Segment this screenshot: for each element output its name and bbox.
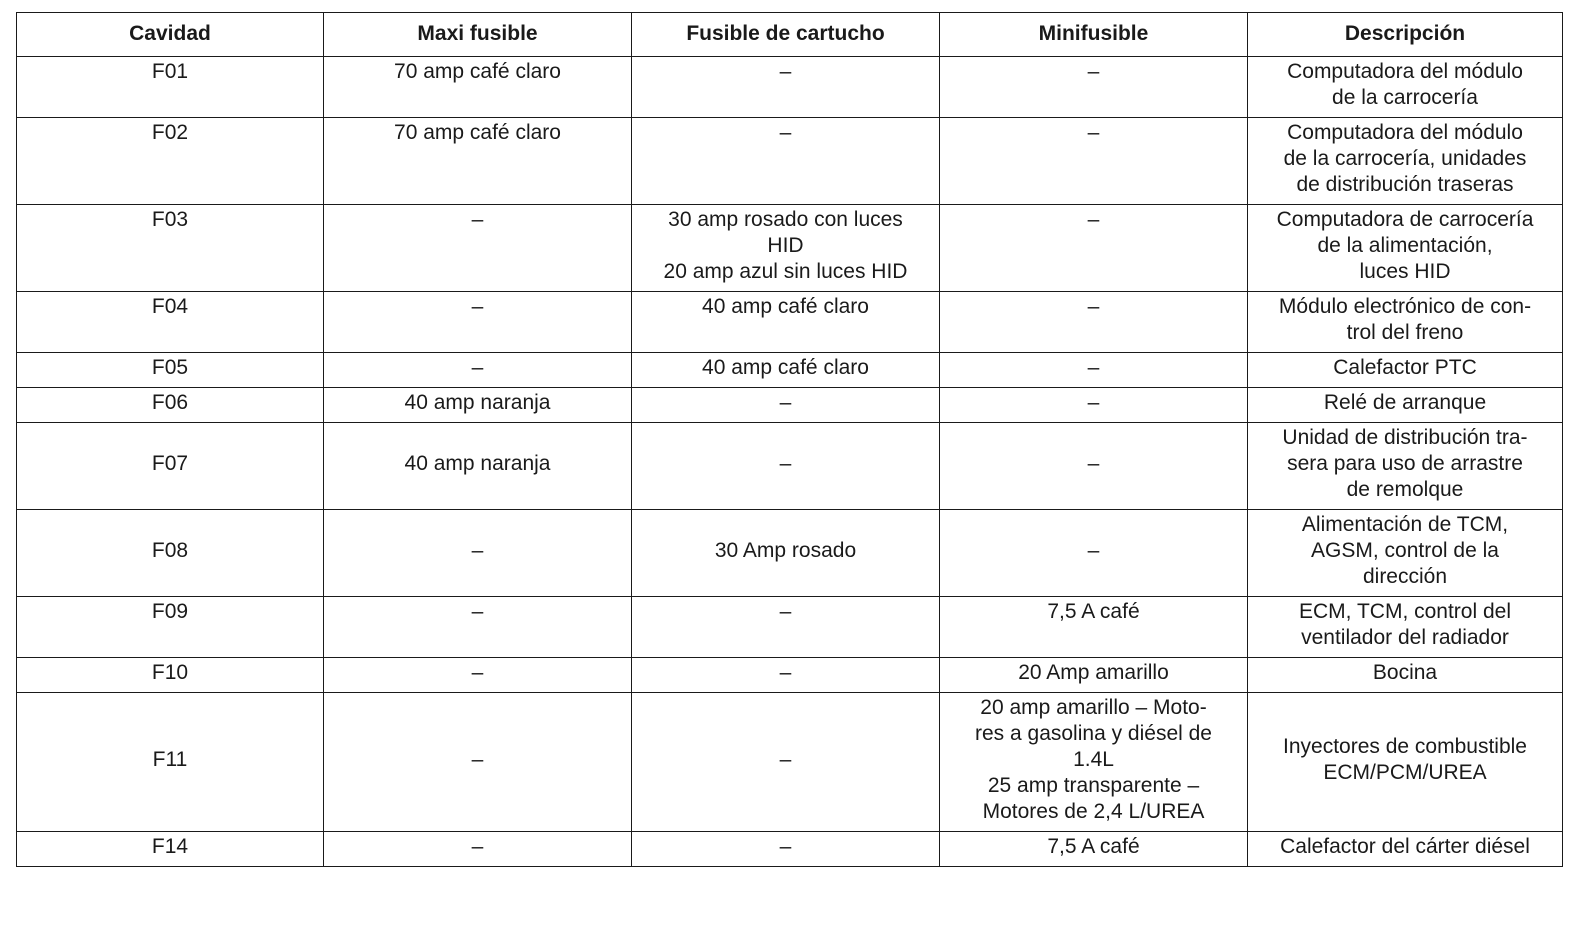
- cell-text-line: Unidad de distribución tra-: [1282, 426, 1528, 449]
- header-descripcion: Descripción: [1248, 13, 1563, 57]
- cell-text-line: de la carrocería, unidades: [1283, 147, 1527, 170]
- cell-text-line: –: [1087, 452, 1100, 475]
- cell-text-line: –: [779, 661, 792, 684]
- cell-text-line: F02: [151, 121, 189, 144]
- cell-fusible-cartucho: [632, 510, 940, 597]
- cell-text-line: –: [471, 539, 484, 562]
- cell-cavidad: [17, 388, 324, 423]
- cell-minifusible: [940, 292, 1248, 353]
- cell-fusible-cartucho: [632, 658, 940, 693]
- cell-text-line: –: [1087, 60, 1100, 83]
- cell-text-line: –: [779, 391, 792, 414]
- cell-text-line: –: [779, 452, 792, 475]
- header-minifusible: Minifusible: [940, 13, 1248, 57]
- cell-descripcion: [1248, 57, 1563, 118]
- cell-text-line: 30 Amp rosado: [714, 539, 857, 562]
- cell-fusible-cartucho: [632, 292, 940, 353]
- cell-text-line: F01: [151, 60, 189, 83]
- cell-descripcion: [1248, 693, 1563, 832]
- cell-text-line: –: [1087, 208, 1100, 231]
- cell-text-line: 40 amp café claro: [702, 356, 869, 379]
- cell-text-line: AGSM, control de la: [1311, 539, 1499, 562]
- cell-text-line: 40 amp café claro: [702, 295, 869, 318]
- cell-text-line: –: [1087, 295, 1100, 318]
- table-row: [17, 510, 1563, 597]
- cell-text-line: –: [471, 835, 484, 858]
- cell-minifusible: [940, 510, 1248, 597]
- cell-text-line: 40 amp naranja: [404, 452, 551, 475]
- cell-text-line: 7,5 A café: [1047, 600, 1140, 623]
- cell-minifusible: [940, 205, 1248, 292]
- table-row: [17, 658, 1563, 693]
- cell-text-line: –: [471, 208, 484, 231]
- table-row: [17, 832, 1563, 867]
- cell-text-line: luces HID: [1359, 260, 1451, 283]
- cell-minifusible: [940, 832, 1248, 867]
- cell-fusible-cartucho: [632, 57, 940, 118]
- cell-text-line: Alimentación de TCM,: [1301, 513, 1509, 536]
- cell-text-line: 20 Amp amarillo: [1018, 661, 1169, 684]
- cell-text-line: 70 amp café claro: [394, 60, 561, 83]
- cell-text-line: Computadora de carrocería: [1276, 208, 1534, 231]
- cell-maxi-fusible: [324, 832, 632, 867]
- cell-text-line: –: [779, 748, 792, 771]
- cell-text-line: 20 amp azul sin luces HID: [663, 260, 908, 283]
- cell-maxi-fusible: [324, 57, 632, 118]
- cell-text-line: F07: [151, 452, 189, 475]
- cell-descripcion: [1248, 118, 1563, 205]
- cell-maxi-fusible: [324, 658, 632, 693]
- cell-text-line: F05: [151, 356, 189, 379]
- cell-minifusible: [940, 118, 1248, 205]
- cell-fusible-cartucho: [632, 353, 940, 388]
- cell-text-line: –: [1087, 539, 1100, 562]
- cell-text-line: Computadora del módulo: [1287, 121, 1523, 144]
- cell-text-line: 25 amp transparente –: [987, 774, 1200, 797]
- cell-descripcion: [1248, 353, 1563, 388]
- header-fusible-cartucho: Fusible de cartucho: [632, 13, 940, 57]
- cell-maxi-fusible: [324, 292, 632, 353]
- cell-text-line: Motores de 2,4 L/UREA: [982, 800, 1205, 823]
- cell-cavidad: [17, 353, 324, 388]
- cell-descripcion: [1248, 510, 1563, 597]
- cell-text-line: –: [471, 356, 484, 379]
- table-row: [17, 118, 1563, 205]
- cell-text-line: 7,5 A café: [1047, 835, 1140, 858]
- cell-fusible-cartucho: [632, 832, 940, 867]
- cell-fusible-cartucho: [632, 693, 940, 832]
- table-row: [17, 388, 1563, 423]
- cell-maxi-fusible: [324, 118, 632, 205]
- cell-cavidad: [17, 205, 324, 292]
- cell-cavidad: [17, 597, 324, 658]
- cell-text-line: F04: [151, 295, 189, 318]
- cell-text-line: Inyectores de combustible: [1283, 735, 1527, 758]
- cell-text-line: –: [471, 295, 484, 318]
- cell-text-line: –: [779, 60, 792, 83]
- cell-fusible-cartucho: [632, 205, 940, 292]
- cell-descripcion: [1248, 597, 1563, 658]
- table-row: [17, 205, 1563, 292]
- cell-text-line: F14: [151, 835, 189, 858]
- cell-cavidad: [17, 693, 324, 832]
- cell-text-line: –: [1087, 391, 1100, 414]
- cell-cavidad: [17, 832, 324, 867]
- cell-minifusible: [940, 693, 1248, 832]
- table-row: [17, 57, 1563, 118]
- cell-minifusible: [940, 388, 1248, 423]
- cell-text-line: Bocina: [1372, 661, 1438, 684]
- cell-cavidad: [17, 510, 324, 597]
- cell-descripcion: [1248, 658, 1563, 693]
- header-cavidad: Cavidad: [17, 13, 324, 57]
- cell-maxi-fusible: [324, 510, 632, 597]
- table-row: [17, 597, 1563, 658]
- cell-cavidad: [17, 57, 324, 118]
- table-body: [17, 57, 1563, 867]
- cell-text-line: Calefactor del cárter diésel: [1280, 835, 1530, 858]
- fuse-table: [16, 12, 1563, 867]
- cell-text-line: trol del freno: [1346, 321, 1464, 344]
- cell-text-line: 30 amp rosado con luces: [668, 208, 903, 231]
- cell-text-line: ECM/PCM/UREA: [1323, 761, 1487, 784]
- cell-descripcion: [1248, 832, 1563, 867]
- cell-text-line: F06: [151, 391, 189, 414]
- cell-maxi-fusible: [324, 693, 632, 832]
- cell-text-line: –: [471, 661, 484, 684]
- cell-fusible-cartucho: [632, 597, 940, 658]
- cell-text-line: ECM, TCM, control del: [1299, 600, 1511, 623]
- cell-minifusible: [940, 57, 1248, 118]
- cell-text-line: de remolque: [1346, 478, 1464, 501]
- cell-cavidad: [17, 292, 324, 353]
- header-row: [17, 13, 1563, 57]
- cell-text-line: de distribución traseras: [1296, 173, 1514, 196]
- table-row: [17, 353, 1563, 388]
- cell-text-line: –: [779, 121, 792, 144]
- cell-text-line: –: [779, 600, 792, 623]
- cell-text-line: Calefactor PTC: [1333, 356, 1477, 379]
- cell-cavidad: [17, 423, 324, 510]
- cell-text-line: –: [1087, 356, 1100, 379]
- cell-text-line: F09: [151, 600, 189, 623]
- cell-text-line: Módulo electrónico de con-: [1278, 295, 1532, 318]
- cell-text-line: de la carrocería: [1332, 86, 1478, 109]
- cell-text-line: –: [471, 748, 484, 771]
- cell-text-line: de la alimentación,: [1317, 234, 1493, 257]
- table-row: [17, 423, 1563, 510]
- cell-cavidad: [17, 658, 324, 693]
- cell-fusible-cartucho: [632, 118, 940, 205]
- cell-text-line: 70 amp café claro: [394, 121, 561, 144]
- cell-fusible-cartucho: [632, 388, 940, 423]
- cell-text-line: –: [779, 835, 792, 858]
- cell-maxi-fusible: [324, 597, 632, 658]
- cell-text-line: –: [1087, 121, 1100, 144]
- cell-descripcion: [1248, 423, 1563, 510]
- cell-text-line: F03: [151, 208, 189, 231]
- cell-maxi-fusible: [324, 353, 632, 388]
- cell-text-line: ventilador del radiador: [1301, 626, 1509, 649]
- cell-minifusible: [940, 423, 1248, 510]
- cell-minifusible: [940, 353, 1248, 388]
- cell-text-line: –: [471, 600, 484, 623]
- cell-text-line: 20 amp amarillo – Moto-: [980, 696, 1207, 719]
- cell-maxi-fusible: [324, 205, 632, 292]
- cell-text-line: Relé de arranque: [1323, 391, 1487, 414]
- table-header: [17, 13, 1563, 57]
- cell-fusible-cartucho: [632, 423, 940, 510]
- header-maxi-fusible: Maxi fusible: [324, 13, 632, 57]
- cell-text-line: F08: [151, 539, 189, 562]
- cell-minifusible: [940, 658, 1248, 693]
- cell-text-line: F10: [151, 661, 189, 684]
- cell-text-line: Computadora del módulo: [1287, 60, 1523, 83]
- cell-text-line: sera para uso de arrastre: [1287, 452, 1523, 475]
- cell-descripcion: [1248, 388, 1563, 423]
- cell-text-line: F11: [152, 748, 188, 771]
- cell-text-line: HID: [767, 234, 804, 257]
- cell-text-line: dirección: [1362, 565, 1448, 588]
- cell-minifusible: [940, 597, 1248, 658]
- cell-text-line: 40 amp naranja: [404, 391, 551, 414]
- cell-descripcion: [1248, 205, 1563, 292]
- cell-maxi-fusible: [324, 423, 632, 510]
- cell-cavidad: [17, 118, 324, 205]
- cell-descripcion: [1248, 292, 1563, 353]
- table-row: [17, 693, 1563, 832]
- cell-text-line: 1.4L: [1073, 748, 1114, 771]
- cell-text-line: res a gasolina y diésel de: [975, 722, 1212, 745]
- table-row: [17, 292, 1563, 353]
- cell-maxi-fusible: [324, 388, 632, 423]
